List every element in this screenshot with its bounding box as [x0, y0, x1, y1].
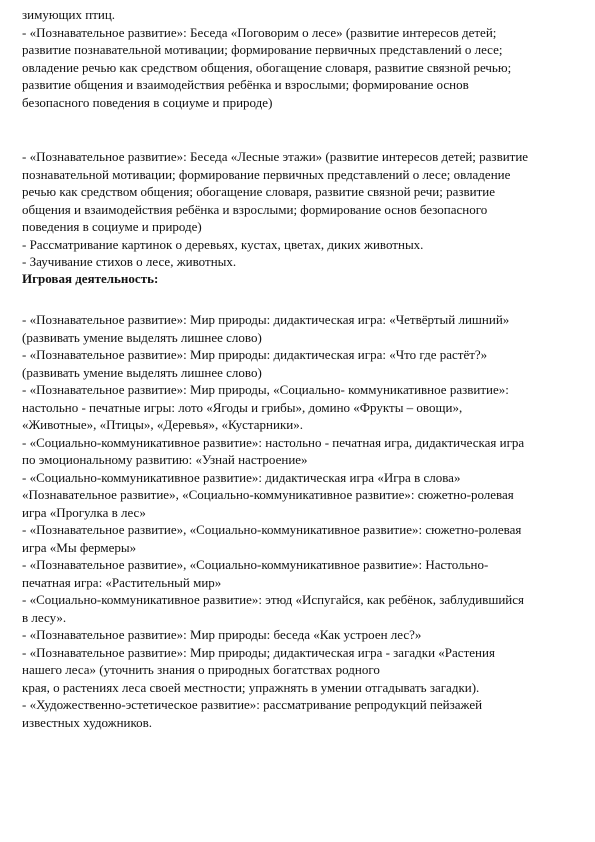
list-line: - «Познавательное развитие»: Мир природы: беседа «Как устроен лес?» [22, 627, 422, 642]
list-line: «Животные», «Птицы», «Деревья», «Кустарники». [22, 417, 303, 432]
list-line: - «Социально-коммуникативное развитие»: этюд «Испугайся, как ребёнок, заблудившийся [22, 592, 524, 607]
list-line: (развивать умение выделять лишнее слово) [22, 329, 262, 345]
text-line: - Заучивание стихов о лесе, животных. [22, 254, 237, 269]
list-line: - «Познавательное развитие», «Социально-коммуникативное развитие»: сюжетно-ролевая [22, 522, 522, 537]
list-line: игра «Мы фермеры» [22, 539, 137, 555]
text-line: - «Познавательное развитие»: Беседа «Поговорим о лесе» (развитие интересов детей; [22, 24, 497, 40]
list-line: по эмоциональному развитию: «Узнай настроение» [22, 452, 308, 467]
text-line: безопасного поведения в социуме и природе) [22, 94, 273, 110]
list-line: - «Социально-коммуникативное развитие»: дидактическая игра «Игра в слова» [22, 469, 461, 485]
list-line: края, о растениях леса своей местности; упражнять в умении отгадывать загадки). [22, 679, 480, 695]
section-heading: Игровая деятельность: [22, 271, 159, 286]
text-line: зимующих птиц. [22, 7, 116, 22]
list-line: - «Познавательное развитие», «Социально-коммуникативное развитие»: Настольно- [22, 557, 489, 572]
text-line: овладение речью как средством общения, обогащение словаря, развитие связной речью; [22, 59, 512, 75]
list-line: «Познавательное развитие», «Социально-коммуникативное развитие»: сюжетно-ролевая [22, 487, 514, 502]
text-line: поведения в социуме и природе) [22, 219, 202, 234]
list-games [22, 311, 575, 731]
text-line: развитие познавательной мотивации; формирование первичных представлений о лесе; [22, 42, 503, 57]
list-line: - «Социально-коммуникативное развитие»: настольно - печатная игра, дидактическая игра [22, 434, 525, 450]
list-line: известных художников. [22, 714, 153, 730]
section-heading-play-activity [22, 270, 575, 288]
list-line: - «Познавательное развитие»: Мир природы: дидактическая игра: «Четвёртый лишний» [22, 312, 510, 327]
list-line: нашего леса» (уточнить знания о природных богатствах родного [22, 662, 380, 677]
text-line: познавательной мотивации; формирование первичных представлений о лесе; овладение [22, 166, 511, 182]
text-line: речью как средством общения; обогащение словаря, развитие связной речи; развитие [22, 184, 495, 199]
list-line: - «Познавательное развитие»: Мир природы: дидактическая игра: «Что где растёт?» [22, 347, 488, 362]
list-line: игра «Прогулка в лес» [22, 504, 146, 520]
list-line: (развивать умение выделять лишнее слово) [22, 364, 262, 380]
list-line: в лесу». [22, 609, 67, 625]
list-line: настольно - печатные игры: лото «Ягоды и грибы», домино «Фрукты – овощи», [22, 399, 463, 415]
paragraph-forest-layers [22, 148, 575, 271]
text-line: общения и взаимодействия ребёнка и взрослыми; формирование основ безопасного [22, 201, 488, 217]
text-line: - «Познавательное развитие»: Беседа «Лесные этажи» (развитие интересов детей; развитие [22, 149, 529, 164]
text-line: - Рассматривание картинок о деревьях, кустах, цветах, диких животных. [22, 236, 424, 252]
text-line: развитие общения и взаимодействия ребёнка и взрослыми; формирование основ [22, 77, 469, 92]
paragraph-conversation-forest [22, 6, 575, 111]
list-line: печатная игра: «Растительный мир» [22, 574, 222, 590]
list-line: - «Познавательное развитие»: Мир природы; дидактическая игра - загадки «Растения [22, 644, 495, 660]
list-line: - «Художественно-эстетическое развитие»: рассматривание репродукций пейзажей [22, 697, 483, 712]
list-line: - «Познавательное развитие»: Мир природы, «Социально- коммуникативное развитие»: [22, 382, 509, 397]
